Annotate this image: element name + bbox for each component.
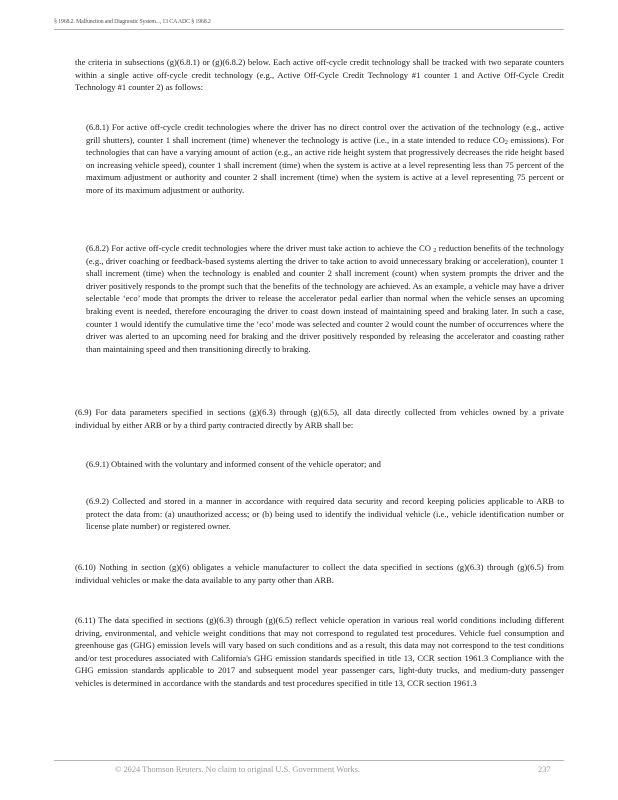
co2-subscript: 2: [433, 248, 437, 254]
paragraph-6-9: (6.9) For data parameters specified in sections (g)(6.3) through (g)(6.5), all data directly collected from vehicles owned by a private individual by either ARB or by a third party contracted directly by ARB shall be:: [75, 407, 564, 430]
paragraph-6-8-1-part-b: emissions). For technologies that can have a varying amount of action (e.g., an active ride height system that progressively decreases the ride height based on increasing vehicle speed), counter 1 shall increment (time) when the system is active at a level representing less than 75 percent of the maximum adjustment or authority and counter 2 shall increment (time) when the system is active at a level representing 75 percent or more of its maximum adjustment or authority.: [86, 134, 564, 195]
page-number: 237: [538, 765, 551, 774]
running-header: § 1968.2. Malfunction and Diagnostic System..., 13 CA ADC § 1968.2: [54, 19, 211, 25]
paragraph-6-8-1-part-a: (6.8.1) For active off-cycle credit technologies where the driver has no direct control over the activation of the technology (e.g., active grill shutters), counter 1 shall increment (time) whenever the technology is active (i.e., in a state intended to reduce CO: [86, 122, 564, 145]
footer-divider: [54, 760, 564, 761]
paragraph-6-11: (6.11) The data specified in sections (g)(6.3) through (g)(6.5) reflect vehicle operation in various real world conditions including different driving, environmental, and vehicle weight conditions that may not correspond to regulated test procedures. Vehicle fuel consumption and greenhouse gas (GHG) emission levels will vary based on such conditions and as a result, this data may not correspond to the test conditions and/or test procedures associated with California's GHG emission standards specified in title 13, CCR section 1961.3 Compliance with the GHG emission standards applicable to 2017 and subsequent model year passenger cars, light-duty trucks, and medium-duty passenger vehicles is determined in accordance with the standards and test procedures specified in title 13, CCR section 1961.3: [75, 615, 564, 688]
paragraph-6-9-2: (6.9.2) Collected and stored in a manner in accordance with required data security and record keeping policies applicable to ARB to protect the data from: (a) unauthorized access; or (b) being used to identify the individual vehicle (i.e., vehicle identification number or license plate number) or registered owner.: [86, 496, 564, 532]
co2-subscript: 2: [504, 139, 508, 146]
paragraph-6-8-2-part-a: (6.8.2) For active off-cycle credit technologies where the driver must take action to achieve the CO: [86, 243, 434, 253]
paragraph-6-10: (6.10) Nothing in section (g)(6) obligates a vehicle manufacturer to collect the data specified in sections (g)(6.3) through (g)(6.5) from individual vehicles or make the data available to any party other than ARB.: [75, 562, 564, 585]
paragraph-6-8-1: [86, 121, 564, 197]
paragraph-6-9-1: (6.9.1) Obtained with the voluntary and informed consent of the vehicle operator; and: [86, 459, 381, 469]
paragraph-6-8-2: [86, 242, 564, 355]
header-divider: [54, 29, 564, 30]
paragraph-6-8-2-part-b: reduction benefits of the technology (e.g., driver coaching or feedback-based systems alerting the driver to take action to avoid unnecessary braking or acceleration), counter 1 shall increment (time) when the technology is enabled and counter 2 shall increment (count) when system prompts the driver and the driver positively responds to the prompt such that the benefits of the technology are achieved. As an example, a vehicle may have a driver selectable ‘eco’ mode that prompts the driver to release the accelerator pedal earlier than normal when the vehicle senses an upcoming braking event is needed, therefore encouraging the driver to coast down instead of maintaining speed and braking later. In such a case, counter 1 would identify the cumulative time the ‘eco’ mode was selected and counter 2 would count the number of occurrences where the driver was alerted to an upcoming need for braking and the driver positively responded by releasing the accelerator and coasting rather than maintaining speed and then transitioning directly to braking.: [86, 243, 564, 354]
footer-copyright: © 2024 Thomson Reuters. No claim to original U.S. Government Works.: [115, 765, 360, 774]
paragraph-intro: the criteria in subsections (g)(6.8.1) or (g)(6.8.2) below. Each active off-cycle credit technology shall be tracked with two separate counters within a single active off-cycle credit technology (e.g., Active Off-Cycle Credit Technology #1 counter 1 and Active Off-Cycle Credit Technology #1 counter 2) as follows:: [75, 57, 564, 93]
